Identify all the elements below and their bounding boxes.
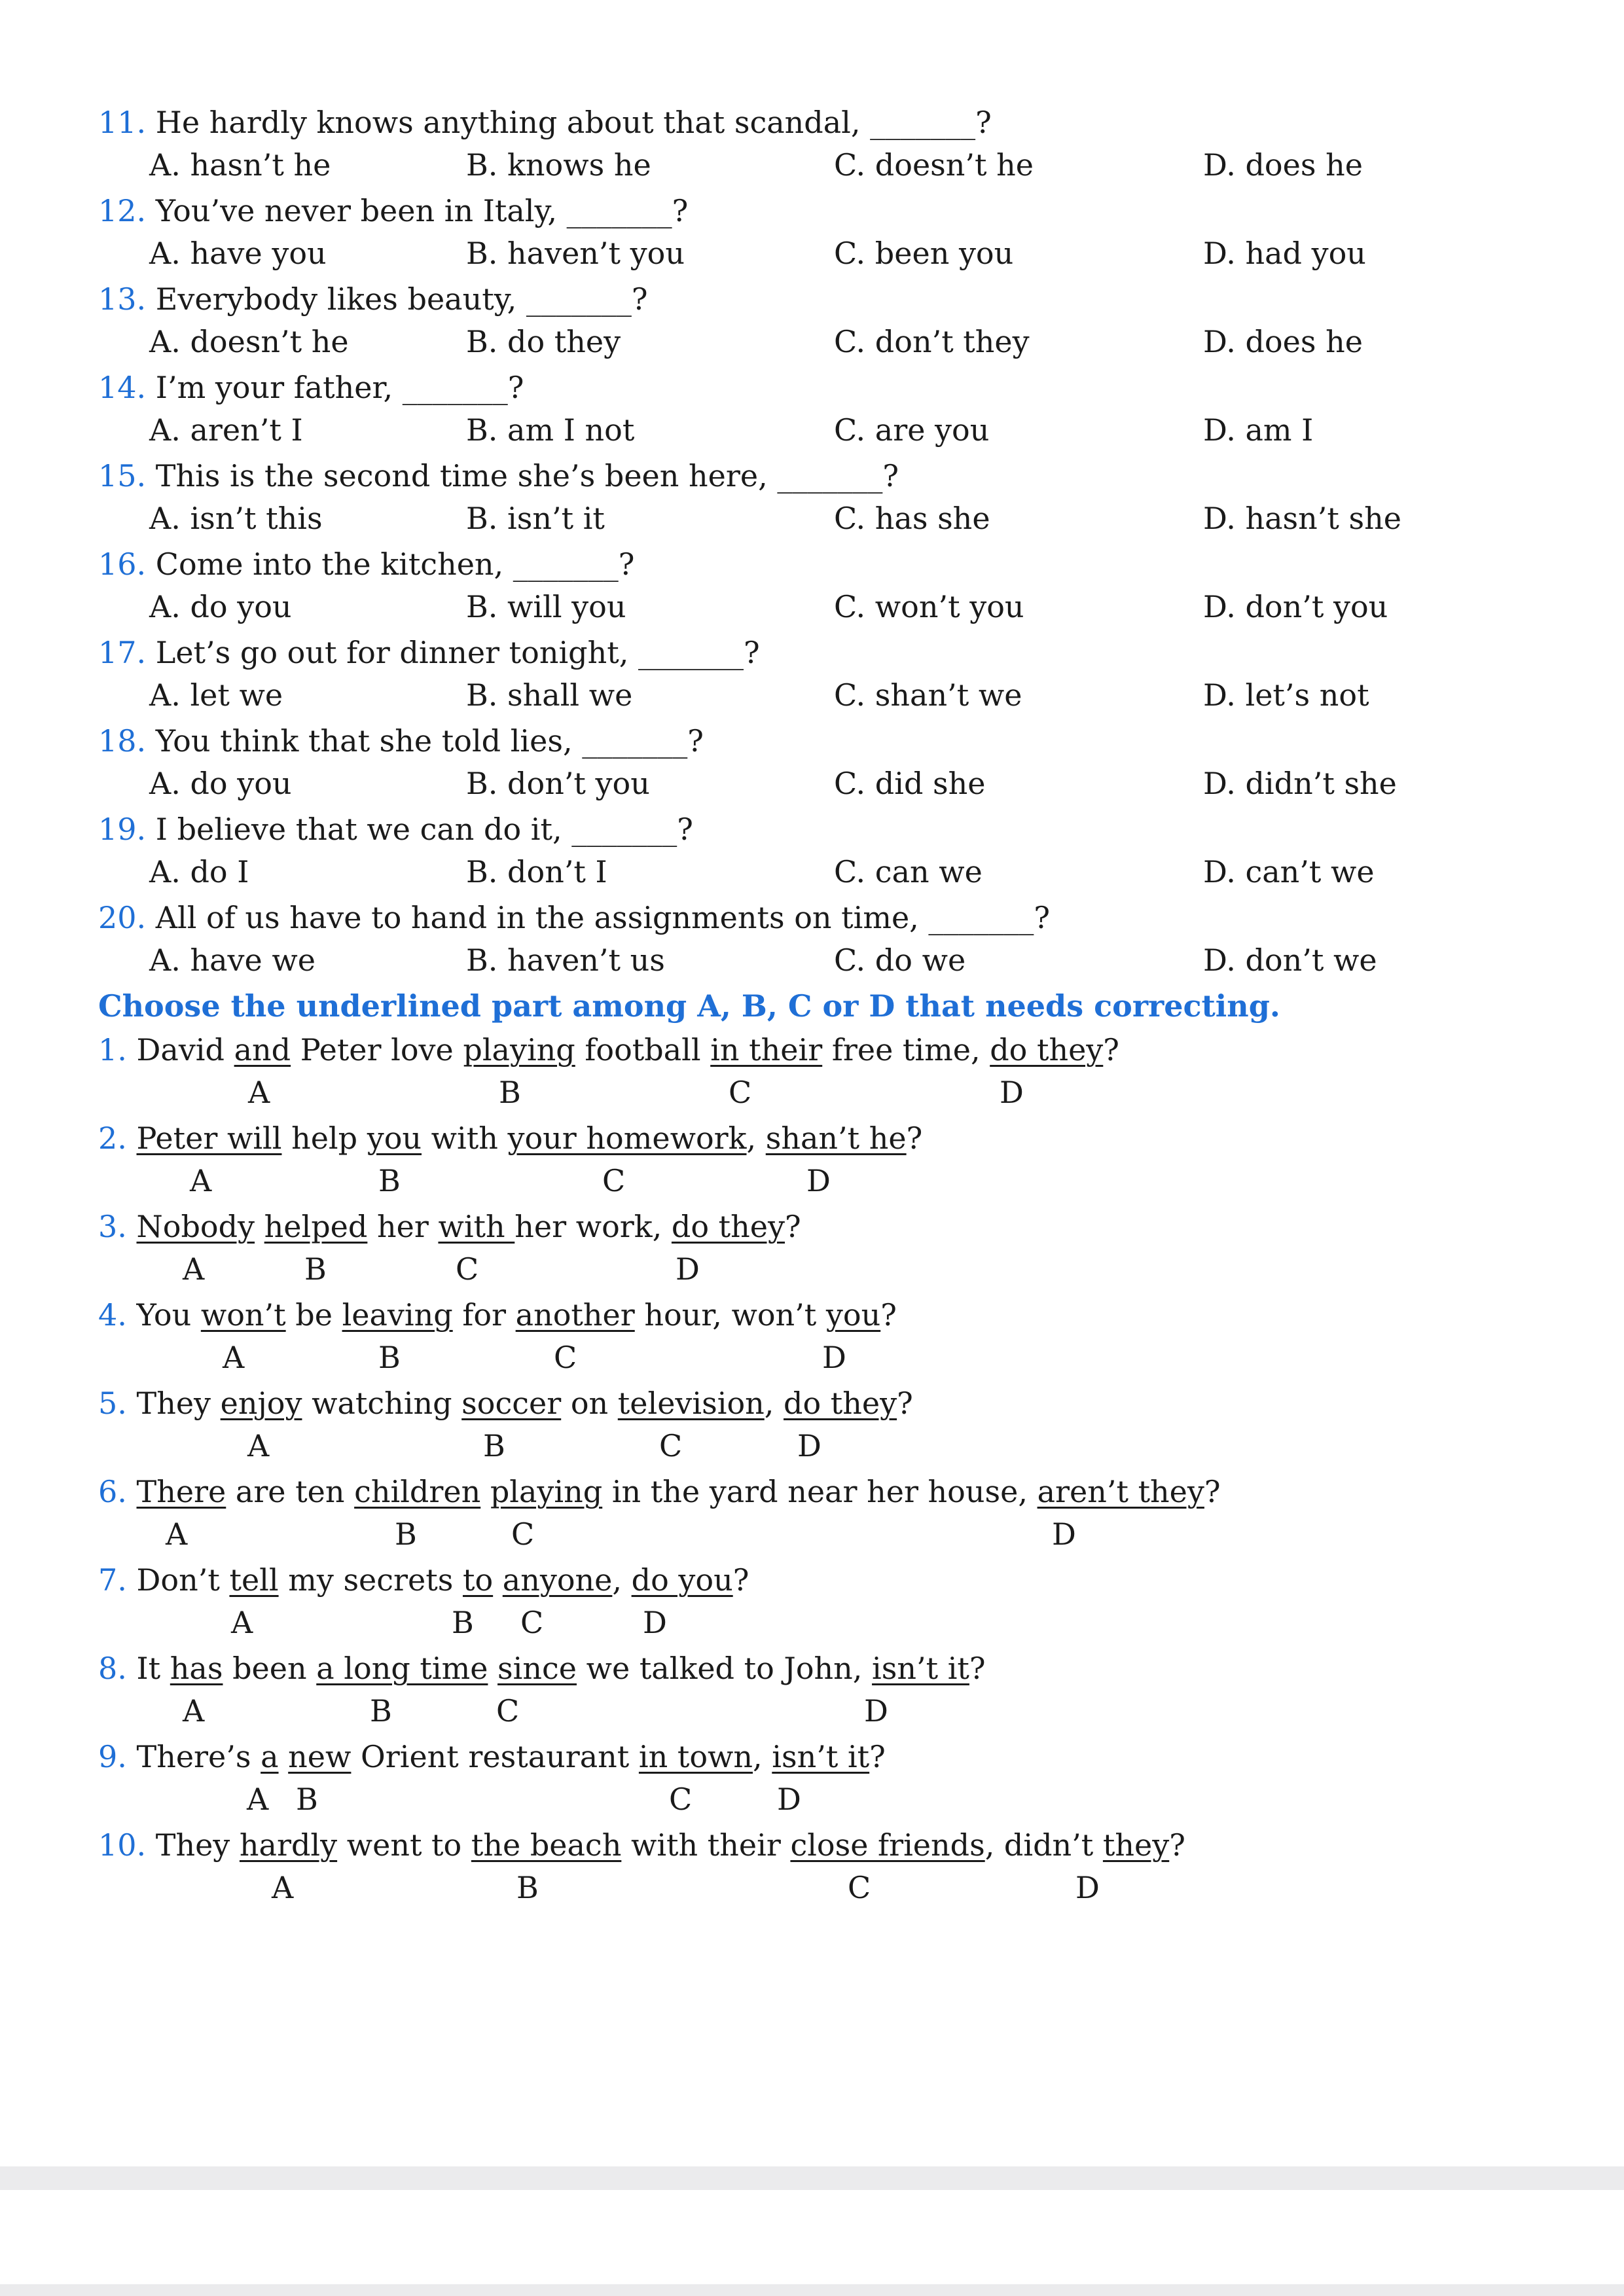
underlined-part-b: playing bbox=[463, 1032, 575, 1067]
option-c: C. can we bbox=[834, 854, 983, 889]
error-question-5 bbox=[98, 1384, 913, 1423]
underlined-part-d: do you bbox=[631, 1562, 733, 1598]
text-segment: , bbox=[764, 1386, 784, 1421]
option-b: B. do they bbox=[466, 324, 621, 359]
option-b: B. am I not bbox=[466, 412, 635, 448]
underlined-part-d: aren’t they bbox=[1037, 1474, 1204, 1509]
text-segment: Peter love bbox=[291, 1032, 463, 1067]
question-number: 11. bbox=[98, 105, 147, 140]
option-c: C. has she bbox=[834, 501, 990, 536]
letter-b: B bbox=[516, 1870, 539, 1905]
underlined-part-a: Nobody bbox=[136, 1209, 255, 1244]
text-segment: be bbox=[285, 1297, 342, 1333]
text-segment: on bbox=[561, 1386, 618, 1421]
question-number: 20. bbox=[98, 900, 147, 935]
letter-b: B bbox=[378, 1163, 401, 1198]
text-segment bbox=[127, 1209, 137, 1244]
letter-a: A bbox=[248, 1075, 270, 1110]
option-c: C. are you bbox=[834, 412, 990, 448]
text-segment: David bbox=[126, 1032, 234, 1067]
question-number: 5. bbox=[98, 1386, 127, 1421]
option-a: A. do you bbox=[149, 766, 292, 801]
question-number: 1. bbox=[98, 1032, 127, 1067]
option-a: A. have we bbox=[149, 942, 316, 978]
option-a: A. isn’t this bbox=[149, 501, 323, 536]
text-segment bbox=[493, 1562, 503, 1598]
question-17 bbox=[98, 633, 760, 672]
question-number: 3. bbox=[98, 1209, 127, 1244]
text-segment: watching bbox=[302, 1386, 462, 1421]
underlined-part-c: in their bbox=[710, 1032, 823, 1067]
error-question-6 bbox=[98, 1472, 1221, 1511]
option-b: B. knows he bbox=[466, 147, 651, 183]
option-a: A. doesn’t he bbox=[149, 324, 349, 359]
question-number: 19. bbox=[98, 812, 147, 847]
question-text: I believe that we can do it, _______? bbox=[155, 812, 693, 847]
option-c: C. won’t you bbox=[834, 589, 1024, 624]
letter-b: B bbox=[304, 1251, 327, 1287]
text-segment bbox=[480, 1474, 490, 1509]
text-segment: with their bbox=[621, 1827, 791, 1863]
letter-c: C bbox=[496, 1693, 520, 1729]
letter-a: A bbox=[272, 1870, 294, 1905]
letter-c: C bbox=[848, 1870, 871, 1905]
text-segment: , didn’t bbox=[984, 1827, 1103, 1863]
letter-d: D bbox=[676, 1251, 700, 1287]
question-text: Everybody likes beauty, _______? bbox=[155, 281, 648, 317]
underlined-part-a: and bbox=[234, 1032, 291, 1067]
text-segment: ? bbox=[969, 1651, 986, 1686]
text-segment: , bbox=[753, 1739, 772, 1774]
underlined-part-a: a bbox=[261, 1739, 279, 1774]
underlined-part-a: Peter will bbox=[136, 1121, 282, 1156]
option-d: D. does he bbox=[1203, 324, 1363, 359]
error-question-7 bbox=[98, 1560, 749, 1600]
text-segment bbox=[127, 1121, 137, 1156]
question-number: 17. bbox=[98, 635, 147, 670]
letter-c: C bbox=[520, 1605, 544, 1640]
letter-b: B bbox=[296, 1782, 318, 1817]
question-text: This is the second time she’s been here, _______? bbox=[155, 458, 899, 493]
underlined-part-b: children bbox=[354, 1474, 481, 1509]
text-segment: , bbox=[746, 1121, 766, 1156]
letter-a: A bbox=[183, 1693, 205, 1729]
underlined-part-d: isn’t it bbox=[872, 1651, 969, 1686]
text-segment: You bbox=[126, 1297, 201, 1333]
underlined-part-a: has bbox=[170, 1651, 223, 1686]
error-question-9 bbox=[98, 1737, 886, 1776]
letter-c: C bbox=[602, 1163, 626, 1198]
text-segment bbox=[255, 1209, 264, 1244]
text-segment: are ten bbox=[226, 1474, 355, 1509]
text-segment: It bbox=[126, 1651, 170, 1686]
letter-a: A bbox=[231, 1605, 253, 1640]
text-segment: Don’t bbox=[126, 1562, 230, 1598]
letter-d: D bbox=[806, 1163, 831, 1198]
option-b: B. haven’t you bbox=[466, 236, 685, 271]
underlined-part-d: do they bbox=[784, 1386, 897, 1421]
option-c: C. shan’t we bbox=[834, 677, 1022, 713]
option-d: D. does he bbox=[1203, 147, 1363, 183]
option-c: C. don’t they bbox=[834, 324, 1030, 359]
question-12 bbox=[98, 191, 688, 230]
option-c: C. been you bbox=[834, 236, 1014, 271]
question-14 bbox=[98, 368, 524, 407]
letter-b: B bbox=[395, 1516, 417, 1552]
letter-c: C bbox=[669, 1782, 693, 1817]
question-text: Come into the kitchen, _______? bbox=[155, 547, 635, 582]
page-separator bbox=[0, 2166, 1624, 2190]
question-number: 10. bbox=[98, 1827, 147, 1863]
question-number: 15. bbox=[98, 458, 147, 493]
option-a: A. hasn’t he bbox=[149, 147, 331, 183]
question-13 bbox=[98, 279, 647, 319]
letter-b: B bbox=[378, 1340, 401, 1375]
option-d: D. can’t we bbox=[1203, 854, 1375, 889]
option-b: B. don’t I bbox=[466, 854, 607, 889]
option-d: D. hasn’t she bbox=[1203, 501, 1401, 536]
question-number: 7. bbox=[98, 1562, 127, 1598]
option-d: D. had you bbox=[1203, 236, 1366, 271]
letter-a: A bbox=[247, 1782, 269, 1817]
underlined-part-c: with bbox=[438, 1209, 515, 1244]
option-a: A. do I bbox=[149, 854, 249, 889]
underlined-part-d: shan’t he bbox=[765, 1121, 907, 1156]
underlined-part-c: playing bbox=[490, 1474, 603, 1509]
letter-a: A bbox=[223, 1340, 245, 1375]
option-c: C. do we bbox=[834, 942, 966, 978]
underlined-part-d: isn’t it bbox=[772, 1739, 870, 1774]
text-segment: They bbox=[126, 1386, 221, 1421]
page-separator bbox=[0, 2284, 1624, 2296]
letter-d: D bbox=[643, 1605, 667, 1640]
text-segment: went to bbox=[337, 1827, 471, 1863]
option-b: B. shall we bbox=[466, 677, 633, 713]
question-15 bbox=[98, 456, 899, 495]
underlined-part-c: in town bbox=[638, 1739, 753, 1774]
text-segment bbox=[127, 1474, 137, 1509]
text-segment: for bbox=[452, 1297, 516, 1333]
text-segment: ? bbox=[785, 1209, 801, 1244]
text-segment: free time, bbox=[822, 1032, 990, 1067]
letter-c: C bbox=[554, 1340, 577, 1375]
underlined-part-b: helped bbox=[264, 1209, 368, 1244]
question-number: 13. bbox=[98, 281, 147, 317]
question-number: 4. bbox=[98, 1297, 127, 1333]
option-b: B. will you bbox=[466, 589, 626, 624]
text-segment: Orient restaurant bbox=[351, 1739, 639, 1774]
text-segment: , bbox=[612, 1562, 632, 1598]
option-c: C. did she bbox=[834, 766, 986, 801]
error-question-3 bbox=[98, 1207, 801, 1246]
text-segment bbox=[488, 1651, 497, 1686]
underlined-part-c: television bbox=[617, 1386, 765, 1421]
option-a: A. have you bbox=[149, 236, 327, 271]
underlined-part-b: a long time bbox=[316, 1651, 488, 1686]
option-b: B. don’t you bbox=[466, 766, 650, 801]
underlined-part-c: since bbox=[497, 1651, 577, 1686]
underlined-part-a: won’t bbox=[200, 1297, 286, 1333]
underlined-part-d: you bbox=[825, 1297, 881, 1333]
question-number: 6. bbox=[98, 1474, 127, 1509]
question-20 bbox=[98, 898, 1050, 937]
error-question-1 bbox=[98, 1030, 1119, 1069]
question-text: I’m your father, _______? bbox=[155, 370, 524, 405]
text-segment: ? bbox=[906, 1121, 923, 1156]
question-number: 18. bbox=[98, 723, 147, 759]
text-segment: help bbox=[281, 1121, 367, 1156]
option-a: A. let we bbox=[149, 677, 283, 713]
text-segment: ? bbox=[732, 1562, 749, 1598]
underlined-part-b: leaving bbox=[342, 1297, 453, 1333]
text-segment: ? bbox=[869, 1739, 886, 1774]
error-question-10 bbox=[98, 1825, 1185, 1865]
question-number: 2. bbox=[98, 1121, 127, 1156]
section-heading: Choose the underlined part among A, B, C or D that needs correcting. bbox=[98, 988, 1280, 1024]
error-question-8 bbox=[98, 1649, 986, 1688]
error-question-2 bbox=[98, 1119, 922, 1158]
underlined-part-d: do they bbox=[990, 1032, 1104, 1067]
letter-a: A bbox=[166, 1516, 188, 1552]
text-segment: my secrets bbox=[278, 1562, 463, 1598]
text-segment: hour, won’t bbox=[634, 1297, 826, 1333]
underlined-part-c: another bbox=[515, 1297, 635, 1333]
text-segment: football bbox=[575, 1032, 711, 1067]
letter-b: B bbox=[370, 1693, 392, 1729]
option-d: D. don’t you bbox=[1203, 589, 1388, 624]
underlined-part-d: they bbox=[1102, 1827, 1170, 1863]
question-number: 9. bbox=[98, 1739, 127, 1774]
question-19 bbox=[98, 810, 693, 849]
text-segment: They bbox=[146, 1827, 240, 1863]
text-segment bbox=[279, 1739, 289, 1774]
question-text: Let’s go out for dinner tonight, _______? bbox=[155, 635, 760, 670]
underlined-part-a: tell bbox=[229, 1562, 279, 1598]
text-segment: ? bbox=[1103, 1032, 1119, 1067]
underlined-part-a: enjoy bbox=[220, 1386, 302, 1421]
text-segment: been bbox=[223, 1651, 317, 1686]
underlined-part-b: you bbox=[367, 1121, 422, 1156]
letter-c: C bbox=[511, 1516, 535, 1552]
letter-b: B bbox=[499, 1075, 521, 1110]
option-b: B. isn’t it bbox=[466, 501, 605, 536]
letter-c: C bbox=[456, 1251, 479, 1287]
question-text: He hardly knows anything about that scandal, _______? bbox=[155, 105, 992, 140]
letter-a: A bbox=[190, 1163, 212, 1198]
underlined-part-a: hardly bbox=[239, 1827, 338, 1863]
underlined-part-a: There bbox=[136, 1474, 226, 1509]
letter-d: D bbox=[864, 1693, 888, 1729]
underlined-part-c: your homework bbox=[507, 1121, 747, 1156]
option-d: D. didn’t she bbox=[1203, 766, 1397, 801]
text-segment: ? bbox=[1169, 1827, 1185, 1863]
option-a: A. aren’t I bbox=[149, 412, 303, 448]
text-segment: her bbox=[367, 1209, 439, 1244]
letter-d: D bbox=[777, 1782, 801, 1817]
text-segment: ? bbox=[897, 1386, 913, 1421]
question-text: You think that she told lies, _______? bbox=[155, 723, 704, 759]
question-text: You’ve never been in Italy, _______? bbox=[155, 193, 689, 228]
underlined-part-b: the beach bbox=[471, 1827, 622, 1863]
error-question-4 bbox=[98, 1295, 897, 1335]
text-segment: her work, bbox=[514, 1209, 672, 1244]
text-segment: ? bbox=[1204, 1474, 1221, 1509]
text-segment: There’s bbox=[126, 1739, 261, 1774]
option-a: A. do you bbox=[149, 589, 292, 624]
letter-a: A bbox=[183, 1251, 205, 1287]
text-segment: we talked to John, bbox=[576, 1651, 873, 1686]
question-number: 8. bbox=[98, 1651, 127, 1686]
option-d: D. let’s not bbox=[1203, 677, 1369, 713]
letter-b: B bbox=[483, 1428, 505, 1463]
underlined-part-c: anyone bbox=[502, 1562, 613, 1598]
question-number: 14. bbox=[98, 370, 147, 405]
option-d: D. don’t we bbox=[1203, 942, 1377, 978]
letter-d: D bbox=[1052, 1516, 1076, 1552]
letter-d: D bbox=[1000, 1075, 1024, 1110]
letter-c: C bbox=[729, 1075, 752, 1110]
underlined-part-b: to bbox=[462, 1562, 494, 1598]
question-number: 12. bbox=[98, 193, 147, 228]
text-segment: with bbox=[422, 1121, 508, 1156]
letter-c: C bbox=[659, 1428, 683, 1463]
letter-d: D bbox=[1075, 1870, 1100, 1905]
letter-a: A bbox=[247, 1428, 270, 1463]
letter-d: D bbox=[797, 1428, 821, 1463]
underlined-part-d: do they bbox=[671, 1209, 785, 1244]
letter-d: D bbox=[822, 1340, 846, 1375]
letter-b: B bbox=[452, 1605, 474, 1640]
question-text: All of us have to hand in the assignments on time, _______? bbox=[155, 900, 1051, 935]
question-18 bbox=[98, 721, 704, 761]
question-11 bbox=[98, 103, 992, 142]
option-d: D. am I bbox=[1203, 412, 1314, 448]
text-segment: in the yard near her house, bbox=[602, 1474, 1038, 1509]
text-segment: ? bbox=[880, 1297, 897, 1333]
underlined-part-c: close friends bbox=[790, 1827, 985, 1863]
underlined-part-b: soccer bbox=[461, 1386, 562, 1421]
underlined-part-b: new bbox=[288, 1739, 352, 1774]
question-16 bbox=[98, 545, 634, 584]
option-c: C. doesn’t he bbox=[834, 147, 1034, 183]
question-number: 16. bbox=[98, 547, 147, 582]
option-b: B. haven’t us bbox=[466, 942, 665, 978]
